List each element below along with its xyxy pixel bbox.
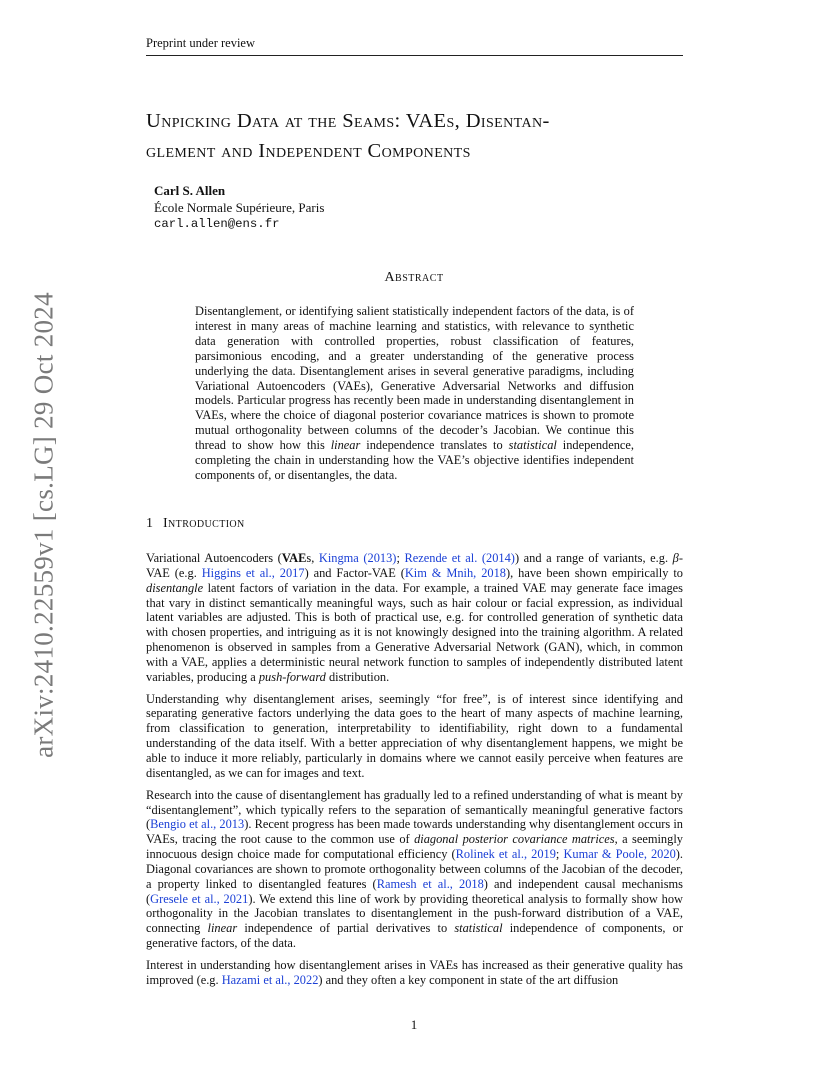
running-head: Preprint under review — [146, 36, 683, 56]
emphasis-push-forward: push-forward — [258, 669, 326, 684]
emphasis-diagonal-posterior: diagonal posterior covariance matrices — [414, 832, 615, 847]
paragraph-3: Research into the cause of disentanglement has gradually led to a refined understanding of what is meant by “disentanglement”, which typically refers to the separation of semantically meaningful generative factors (Bengio et al., 2013). Recent progress has been made towards understanding why disentanglement occurs in VAEs, tracing the root cause to the common use of diagonal posterior covariance matrices, a seemingly innocuous design choice made for computational efficiency (Rolinek et al., 2019; Kumar & Poole, 2020). Diagonal covariances are shown to promote orthogonality between columns of the Jacobian of the decoder, a property linked to disentangled features (Ramesh et al., 2018) and independent causal mechanisms (Gresele et al., 2021). We extend this line of work by providing theoretical analysis to formally show how orthogonality in the Jacobian translates to disentanglement in the push-forward distribution of a VAE, connecting linear independence of partial derivatives to statistical independence of components, or generative factors, of the data. — [146, 787, 683, 951]
beta-symbol: β — [672, 551, 679, 565]
author-email[interactable]: carl.allen@ens.fr — [154, 217, 280, 231]
section-heading-introduction — [146, 516, 245, 532]
citation-ramesh-2018[interactable]: Ramesh et al., 2018 — [376, 876, 484, 891]
page-number: 1 — [410, 1017, 418, 1032]
citation-hazami-2022[interactable]: Hazami et al., 2022 — [221, 972, 319, 987]
introduction-body — [146, 551, 683, 995]
abstract-emphasis-statistical: statistical — [508, 438, 557, 453]
author-block — [154, 182, 324, 233]
section-title: Introduction — [163, 516, 245, 531]
citation-gresele-2021[interactable]: Gresele et al., 2021 — [150, 891, 249, 906]
citation-kumar-poole-2020[interactable]: Kumar & Poole, 2020 — [563, 847, 676, 862]
paragraph-4: Interest in understanding how disentanglement arises in VAEs has increased as their generative quality has improved (e.g. Hazami et al., 2022) and they often a key component in state of the art diffusion — [146, 957, 683, 987]
title-line-2: glement and Independent Components — [146, 140, 471, 162]
citation-rolinek-2019[interactable]: Rolinek et al., 2019 — [455, 847, 556, 862]
citation-kingma-2013[interactable]: Kingma (2013) — [318, 551, 397, 565]
section-number: 1 — [146, 516, 153, 531]
abstract-text: Disentanglement, or identifying salient statistically independent factors of the data, is of interest in many areas of machine learning and statistics, with relevance to synthetic data generation with controlled properties, robust classification of features, parsimonious encoding, and a greater understanding of the generative process underlying the data. Disentanglement arises in several generative paradigms, including Variational Autoencoders (VAEs), Generative Adversarial Networks and diffusion models. Particular progress has recently been made in understanding disentanglement in VAEs, where the choice of diagonal posterior covariance matrices is shown to promote mutual orthogonality between columns of the decoder’s Jacobian. We continue this thread to show how this linear independence translates to statistical independence, completing the chain in understanding how the VAE’s objective identifies independent components of, or disentangles, the data. — [195, 304, 634, 482]
citation-bengio-2013[interactable]: Bengio et al., 2013 — [150, 817, 245, 832]
paper-title — [146, 106, 706, 166]
citation-higgins-2017[interactable]: Higgins et al., 2017 — [201, 565, 305, 580]
paragraph-1: Variational Autoencoders (VAEs, Kingma (2013); Rezende et al. (2014)) and a range of variants, e.g. β-VAE (e.g. Higgins et al., 2017) and Factor-VAE (Kim & Mnih, 2018), have been shown empirically to disentangle latent factors of variation in the data. For example, a trained VAE may generate face images that vary in distinct semantically meaningful ways, such as hair colour or facial expression, as individual latent variables are adjusted. This is both of practical use, e.g. for controlled generation of synthetic data with chosen properties, and intriguing as it is not knowingly designed into the training algorithm. A related phenomenon is observed in samples from a Generative Adversarial Network (GAN), which, in common with a VAE, applies a deterministic neural network function to samples of independently distributed latent variables, producing a push-forward distribution. — [146, 551, 683, 684]
abstract-heading: Abstract — [384, 270, 444, 285]
arxiv-identifier: arXiv:2410.22559v1 [cs.LG] 29 Oct 2024 — [28, 292, 59, 758]
emphasis-disentangle: disentangle — [146, 580, 204, 595]
citation-kim-mnih-2018[interactable]: Kim & Mnih, 2018 — [404, 565, 506, 580]
abstract-emphasis-linear: linear — [330, 438, 361, 453]
title-line-1: Unpicking Data at the Seams: VAEs, Disentan- — [146, 110, 550, 132]
emphasis-statistical: statistical — [454, 921, 503, 936]
citation-rezende-2014[interactable]: Rezende et al. (2014) — [404, 551, 515, 565]
emphasis-linear: linear — [207, 921, 238, 936]
author-affiliation: École Normale Supérieure, Paris — [154, 200, 325, 215]
paragraph-2: Understanding why disentanglement arises, seemingly “for free”, is of interest since identifying and separating generative factors underlying the data goes to the heart of many aspects of machine learning, from classification to generation, interpretability to identifiability, right down to a fundamental understanding of the data itself. With a better appreciation of why disentanglement happens, we might be able to induce it more reliably, particularly in domains where we cannot easily perceive when features are disentangled, as we can for images and text. — [146, 691, 683, 780]
vae-bold-abbrev: VAE — [281, 551, 307, 565]
author-name: Carl S. Allen — [154, 183, 226, 198]
